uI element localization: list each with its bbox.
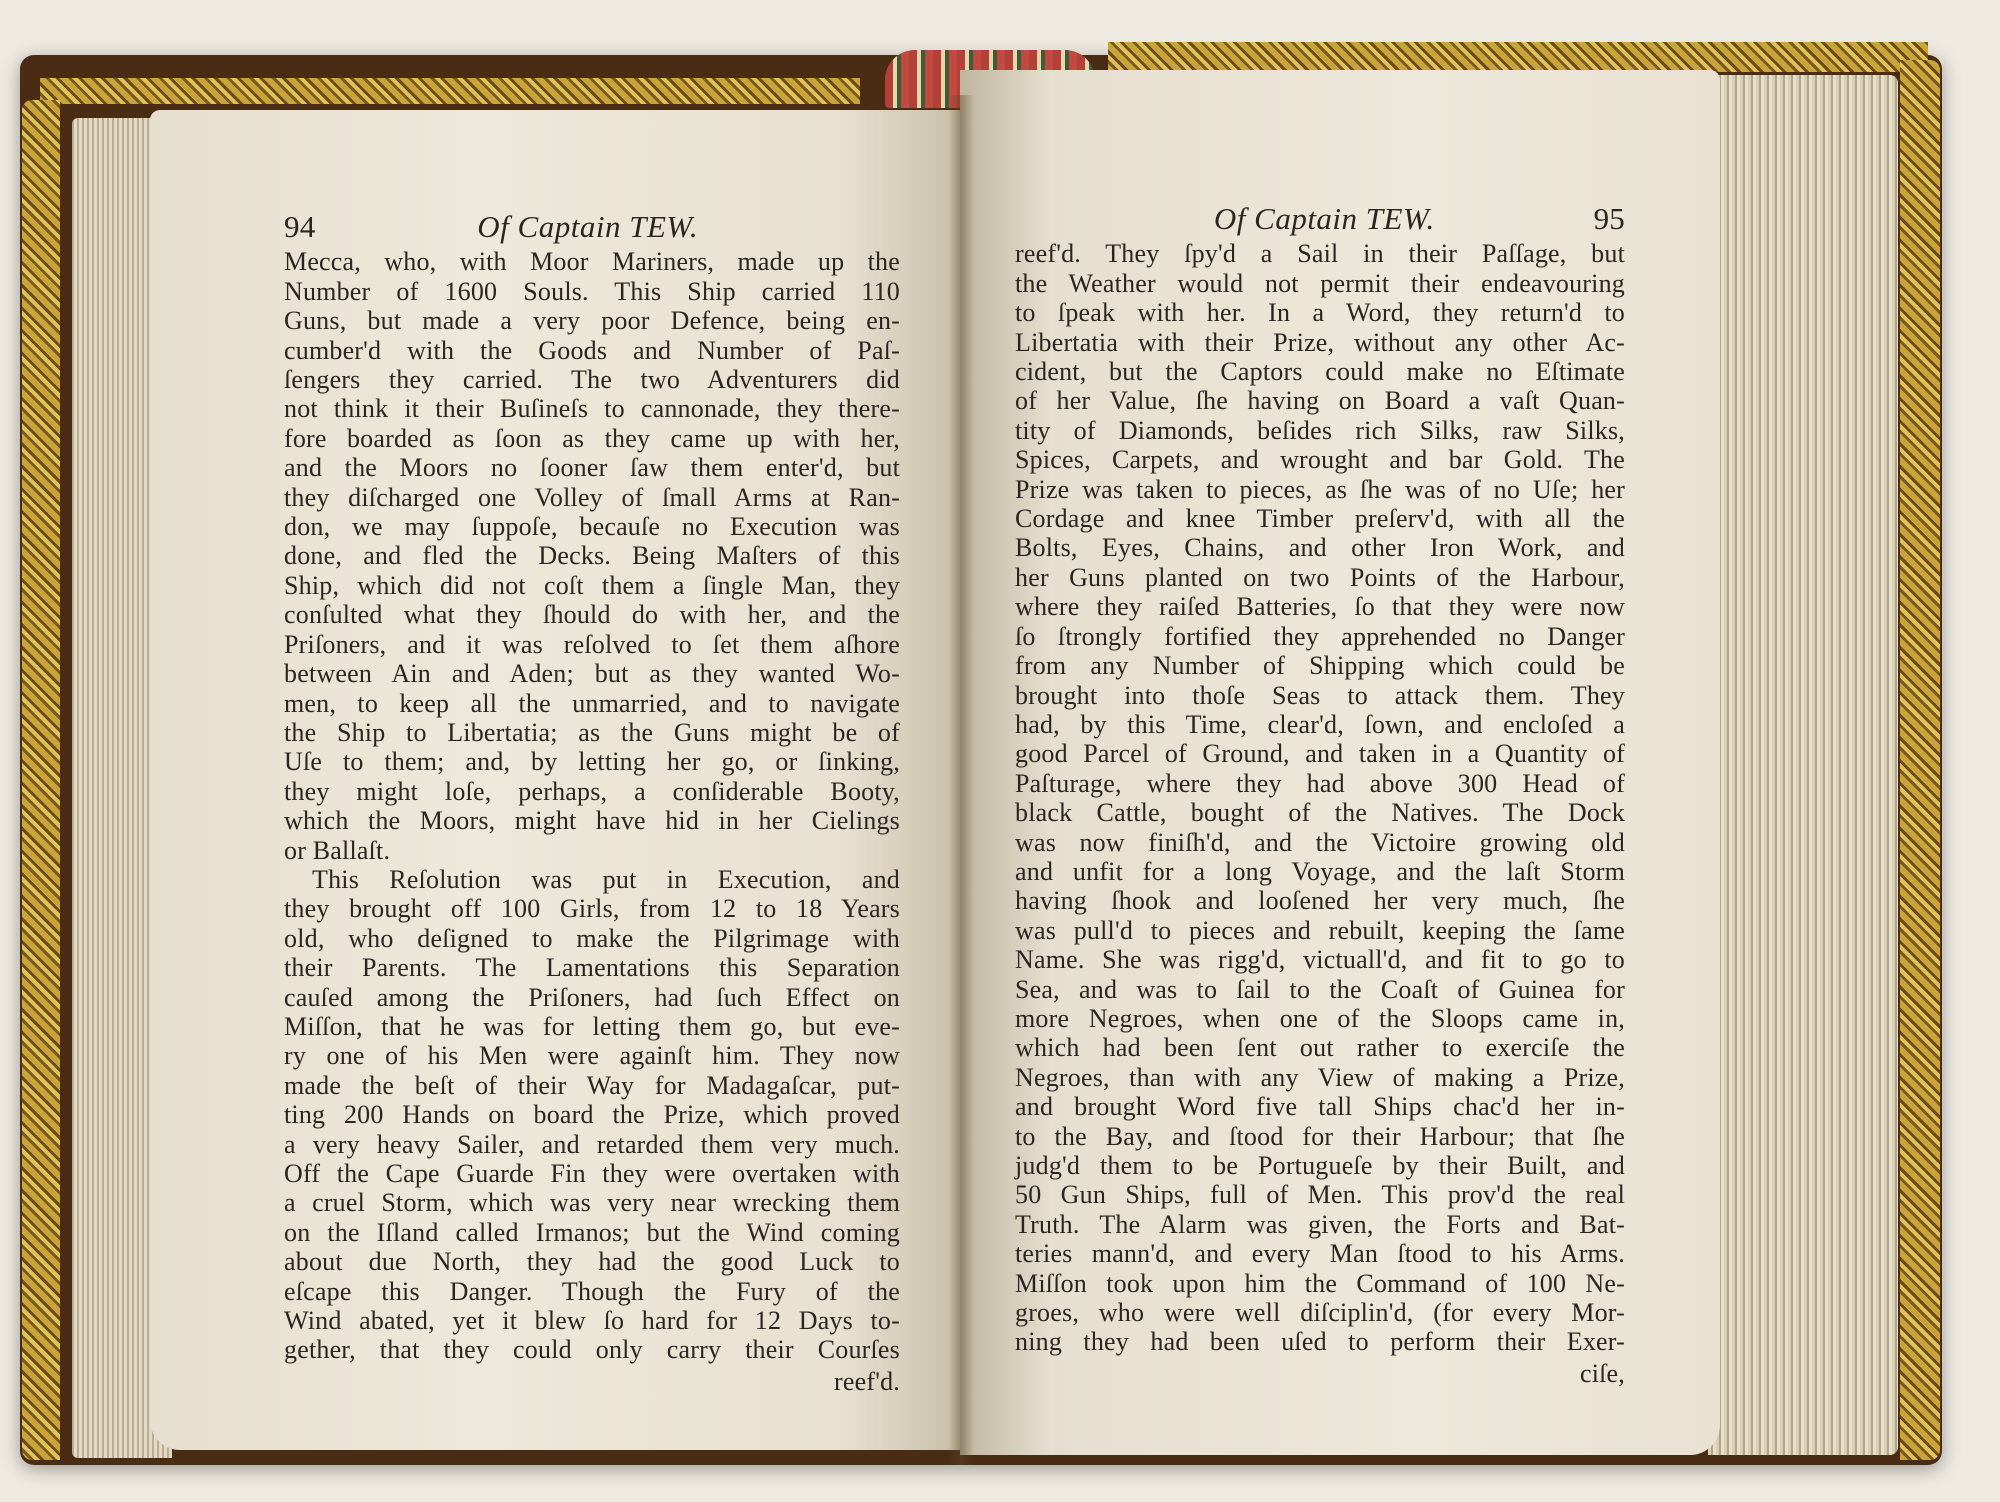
text-line: Uſe to them; and, by letting her go, or ſinking, <box>284 747 900 777</box>
text-line: ſo ſtrongly fortified they apprehended no Danger <box>1015 621 1625 651</box>
text-line: Mecca, who, with Moor Mariners, made up the <box>284 247 900 277</box>
text-line: good Parcel of Ground, and taken in a Quantity of <box>1015 739 1625 769</box>
text-line: which the Moors, might have hid in her Cielings <box>284 806 900 836</box>
text-line: between Ain and Aden; but as they wanted Wo- <box>284 659 900 689</box>
text-line: on the Iſland called Irmanos; but the Wind coming <box>284 1217 900 1247</box>
text-line: cumber'd with the Goods and Number of Paſ- <box>284 335 900 365</box>
text-line: This Reſolution was put in Execution, and <box>312 864 900 894</box>
text-line: conſulted what they ſhould do with her, and the <box>284 600 900 630</box>
text-line: of her Value, ſhe having on Board a vaſt Quan- <box>1015 386 1625 416</box>
text-line: to ſpeak with her. In a Word, they return'd to <box>1015 298 1625 328</box>
text-line: where they raiſed Batteries, ſo that they were now <box>1015 592 1625 622</box>
text-line: Cordage and knee Timber preſerv'd, with all the <box>1015 504 1625 534</box>
text-line: Name. She was rigg'd, victuall'd, and fit to go to <box>1015 945 1625 975</box>
right-running-head <box>1015 201 1625 236</box>
text-line: reef'd. They ſpy'd a Sail in their Paſſage, but <box>1015 239 1625 269</box>
text-line: about due North, they had the good Luck to <box>284 1247 900 1277</box>
text-line: cauſed among the Priſoners, had ſuch Effect on <box>284 982 900 1012</box>
text-line: and unfit for a long Voyage, and the laſt Storm <box>1015 856 1625 886</box>
text-line: ting 200 Hands on board the Prize, which proved <box>284 1100 900 1130</box>
text-line: eſcape this Danger. Though the Fury of the <box>284 1276 900 1306</box>
text-line: was now finiſh'd, and the Victoire growing old <box>1015 827 1625 857</box>
text-line: fore boarded as ſoon as they came up with her, <box>284 423 900 453</box>
text-line: and brought Word five tall Ships chac'd her in- <box>1015 1092 1625 1122</box>
catchword-right: ciſe, <box>1579 1358 1625 1388</box>
text-line: Number of 1600 Souls. This Ship carried 110 <box>284 276 900 306</box>
text-line: more Negroes, when one of the Sloops came in, <box>1015 1003 1625 1033</box>
text-line: or Ballaſt. <box>284 835 391 865</box>
page-number-right: 95 <box>1593 201 1625 236</box>
text-line: Ship, which did not coſt them a ſingle Man, they <box>284 570 900 600</box>
text-line: teries mann'd, and every Man ſtood to his Arms. <box>1015 1239 1625 1269</box>
text-line: Miſſon, that he was for letting them go, but eve- <box>284 1011 900 1041</box>
text-line: her Guns planted on two Points of the Harbour, <box>1015 562 1625 592</box>
gilt-border-top-right <box>1108 42 1928 72</box>
text-line: the Weather would not permit their endeavouring <box>1015 268 1625 298</box>
text-line: to the Bay, and ſtood for their Harbour; that ſhe <box>1015 1121 1625 1151</box>
text-line: gether, that they could only carry their Courſes <box>284 1335 900 1365</box>
text-line: ning they had been uſed to perform their Exer- <box>1015 1327 1625 1357</box>
text-line: a very heavy Sailer, and retarded them very much. <box>284 1129 900 1159</box>
text-line: tity of Diamonds, beſides rich Silks, raw Silks, <box>1015 415 1625 445</box>
text-line: Spices, Carpets, and wrought and bar Gold. The <box>1015 445 1625 475</box>
text-line: they diſcharged one Volley of ſmall Arms at Ran- <box>284 482 900 512</box>
left-page-text <box>284 209 900 1396</box>
text-line: they might loſe, perhaps, a conſiderable Booty, <box>284 776 900 806</box>
text-line: men, to keep all the unmarried, and to navigate <box>284 688 900 718</box>
left-running-head <box>284 209 900 244</box>
text-line: done, and fled the Decks. Being Maſters of this <box>284 541 900 571</box>
running-title-right: Of Captain TEW. <box>1213 201 1435 236</box>
text-line: judg'd them to be Portugueſe by their Built, and <box>1015 1151 1625 1180</box>
text-line: was pull'd to pieces and rebuilt, keeping the ſame <box>1015 915 1625 945</box>
gilt-border-top-left <box>40 78 860 104</box>
text-line: groes, who were well diſciplin'd, (for every Mor- <box>1015 1298 1625 1328</box>
text-line: Miſſon took upon him the Command of 100 Ne- <box>1015 1268 1625 1298</box>
text-line: Negroes, than with any View of making a Prize, <box>1015 1062 1625 1092</box>
text-line: their Parents. The Lamentations this Separation <box>284 953 900 983</box>
text-line: not think it their Buſineſs to cannonade, they there- <box>284 394 900 424</box>
text-line: don, we may ſuppoſe, becauſe no Execution was <box>284 512 900 542</box>
text-line: 50 Gun Ships, full of Men. This prov'd the real <box>1015 1180 1625 1210</box>
text-line: and the Moors no ſooner ſaw them enter'd, but <box>284 453 900 483</box>
text-line: Off the Cape Guarde Fin they were overtaken with <box>284 1159 900 1188</box>
text-line: black Cattle, bought of the Natives. The Dock <box>1015 798 1625 828</box>
text-line: which had been ſent out rather to exerciſe the <box>1015 1033 1625 1063</box>
text-line: Truth. The Alarm was given, the Forts and Bat- <box>1015 1209 1625 1239</box>
text-line: Paſturage, where they had above 300 Head of <box>1015 768 1625 798</box>
catchword-left: reef'd. <box>834 1366 900 1396</box>
page-edges-right <box>1708 75 1898 1455</box>
text-line: had, by this Time, clear'd, ſown, and encloſed a <box>1015 709 1625 739</box>
text-line: Wind abated, yet it blew ſo hard for 12 Days to- <box>284 1306 900 1336</box>
gilt-border-left <box>22 100 60 1460</box>
text-line: a cruel Storm, which was very near wrecking them <box>284 1188 900 1218</box>
text-line: they brought off 100 Girls, from 12 to 18 Years <box>284 894 900 924</box>
text-line: old, who deſigned to make the Pilgrimage with <box>284 923 900 953</box>
text-line: Guns, but made a very poor Defence, being en- <box>284 306 900 336</box>
text-line: Libertatia with their Prize, without any other Ac- <box>1015 327 1625 357</box>
text-line: made the beſt of their Way for Madagaſcar, put- <box>284 1070 900 1100</box>
text-line: Bolts, Eyes, Chains, and other Iron Work, and <box>1015 533 1625 563</box>
gilt-border-right <box>1900 60 1940 1460</box>
text-line: from any Number of Shipping which could be <box>1015 651 1625 681</box>
text-line: Prize was taken to pieces, as ſhe was of no Uſe; her <box>1015 474 1625 504</box>
text-line: Priſoners, and it was reſolved to ſet them aſhore <box>284 629 900 659</box>
text-line: brought into thoſe Seas to attack them. They <box>1015 680 1625 710</box>
text-line: ry one of his Men were againſt him. They now <box>284 1041 900 1071</box>
book-gutter <box>948 95 974 1465</box>
right-page-text <box>1015 201 1625 1388</box>
text-line: the Ship to Libertatia; as the Guns might be of <box>284 717 900 747</box>
text-line: cident, but the Captors could make no Eſtimate <box>1015 357 1625 387</box>
text-line: ſengers they carried. The two Adventurers did <box>284 365 900 395</box>
page-number-left: 94 <box>284 209 316 244</box>
right-body <box>1015 239 1625 1356</box>
left-body <box>284 247 900 1364</box>
text-line: having ſhook and looſened her very much, ſhe <box>1015 886 1625 916</box>
running-title-left: Of Captain TEW. <box>477 209 699 244</box>
text-line: Sea, and was to ſail to the Coaſt of Guinea for <box>1015 974 1625 1004</box>
